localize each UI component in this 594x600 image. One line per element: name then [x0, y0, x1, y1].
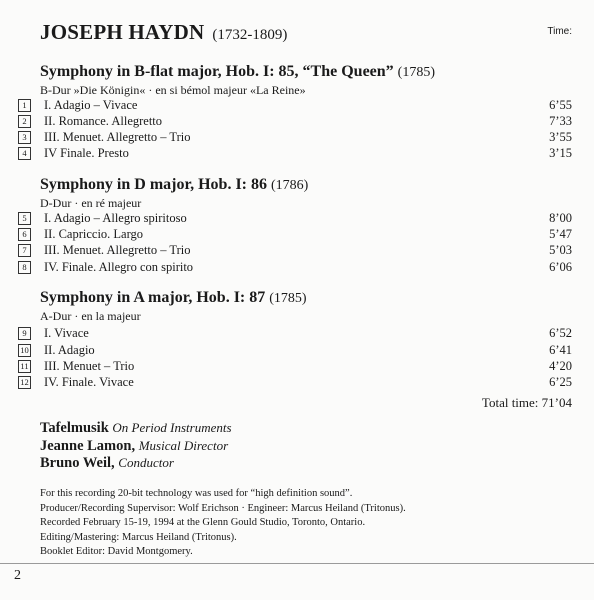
footer-divider — [0, 563, 594, 564]
symphony-year: (1786) — [271, 178, 309, 193]
track-duration: 3’15 — [549, 146, 572, 160]
track-number-box: 7 — [18, 244, 31, 257]
symphony-title — [40, 63, 435, 81]
page-header — [40, 20, 572, 44]
director-role: Musical Director — [138, 438, 229, 453]
track-duration: 6’55 — [549, 98, 572, 112]
director-name: Jeanne Lamon, — [40, 438, 136, 454]
track-row — [0, 343, 594, 358]
track-duration: 5’03 — [549, 243, 572, 257]
track-title: II. Adagio — [44, 343, 95, 357]
track-number-box: 10 — [18, 344, 31, 357]
track-title: III. Menuet. Allegretto – Trio — [44, 243, 191, 257]
track-title: IV. Finale. Allegro con spirito — [44, 260, 194, 274]
track-title: II. Romance. Allegretto — [44, 114, 163, 128]
symphony-title-text: Symphony in D major, Hob. I: 86 — [40, 176, 268, 193]
track-title: III. Menuet. Allegretto – Trio — [44, 130, 191, 144]
track-number-box: 5 — [18, 212, 31, 225]
track-title: I. Adagio – Vivace — [44, 98, 138, 112]
track-row — [0, 98, 594, 113]
director-line — [40, 438, 228, 455]
track-duration: 6’06 — [549, 260, 572, 274]
track-number-box: 6 — [18, 228, 31, 241]
track-duration: 7’33 — [549, 114, 572, 128]
composer-name: JOSEPH HAYDN — [40, 20, 205, 44]
track-duration: 8’00 — [549, 211, 572, 225]
credit-line: Booklet Editor: David Montgomery. — [40, 546, 193, 557]
symphony-title-text: Symphony in B-flat major, Hob. I: 85, “The Queen” — [40, 63, 394, 80]
symphony-subtitle: B-Dur »Die Königin« · en si bémol majeur «La Reine» — [40, 83, 306, 97]
track-number-box: 9 — [18, 327, 31, 340]
symphony-subtitle: A-Dur · en la majeur — [40, 309, 141, 323]
credit-line: For this recording 20-bit technology was used for “high definition sound”. — [40, 488, 353, 499]
symphony-title-text: Symphony in A major, Hob. I: 87 — [40, 289, 266, 306]
symphony-year: (1785) — [397, 65, 435, 80]
ensemble-note: On Period Instruments — [112, 420, 232, 435]
track-number-box: 2 — [18, 115, 31, 128]
track-row — [0, 243, 594, 258]
track-duration: 3’55 — [549, 130, 572, 144]
track-title: III. Menuet – Trio — [44, 359, 135, 373]
conductor-name: Bruno Weil, — [40, 455, 115, 471]
symphony-title — [40, 289, 307, 307]
track-number-box: 11 — [18, 360, 31, 373]
track-row — [0, 146, 594, 161]
credit-line: Editing/Mastering: Marcus Heiland (Tritonus). — [40, 531, 237, 543]
track-row — [0, 326, 594, 341]
track-number-box: 8 — [18, 261, 31, 274]
ensemble-name: Tafelmusik — [40, 420, 109, 436]
track-number-box: 12 — [18, 376, 31, 389]
track-duration: 6’25 — [549, 375, 572, 389]
symphony-year: (1785) — [269, 291, 307, 306]
track-duration: 5’47 — [549, 227, 572, 241]
track-title: IV Finale. Presto — [44, 146, 129, 160]
track-row — [0, 359, 594, 374]
track-title: I. Vivace — [44, 326, 89, 340]
track-row — [0, 211, 594, 226]
track-number-box: 4 — [18, 147, 31, 160]
page-number: 2 — [14, 568, 21, 583]
conductor-role: Conductor — [118, 455, 174, 470]
track-duration: 6’41 — [549, 343, 572, 357]
track-duration: 4’20 — [549, 359, 572, 373]
symphony-title — [40, 176, 308, 194]
composer-dates: (1732-1809) — [212, 27, 288, 43]
conductor-line — [40, 455, 174, 472]
track-title: IV. Finale. Vivace — [44, 375, 134, 389]
track-number-box: 1 — [18, 99, 31, 112]
ensemble-line — [40, 420, 232, 437]
time-column-label: Time: — [547, 26, 572, 37]
track-row — [0, 130, 594, 145]
track-title: II. Capriccio. Largo — [44, 227, 144, 241]
recording-credits — [40, 487, 406, 560]
symphony-subtitle: D-Dur · en ré majeur — [40, 196, 142, 210]
track-title: I. Adagio – Allegro spiritoso — [44, 211, 187, 225]
track-number-box: 3 — [18, 131, 31, 144]
track-row — [0, 114, 594, 129]
credit-line: Recorded February 15-19, 1994 at the Glenn Gould Studio, Toronto, Ontario. — [40, 517, 366, 528]
track-duration: 6’52 — [549, 326, 572, 340]
total-time: Total time: 71’04 — [481, 395, 572, 410]
track-row — [0, 227, 594, 242]
track-row — [0, 375, 594, 390]
credit-line: Producer/Recording Supervisor: Wolf Erichson · Engineer: Marcus Heiland (Tritonus). — [40, 502, 406, 514]
track-row — [0, 260, 594, 275]
